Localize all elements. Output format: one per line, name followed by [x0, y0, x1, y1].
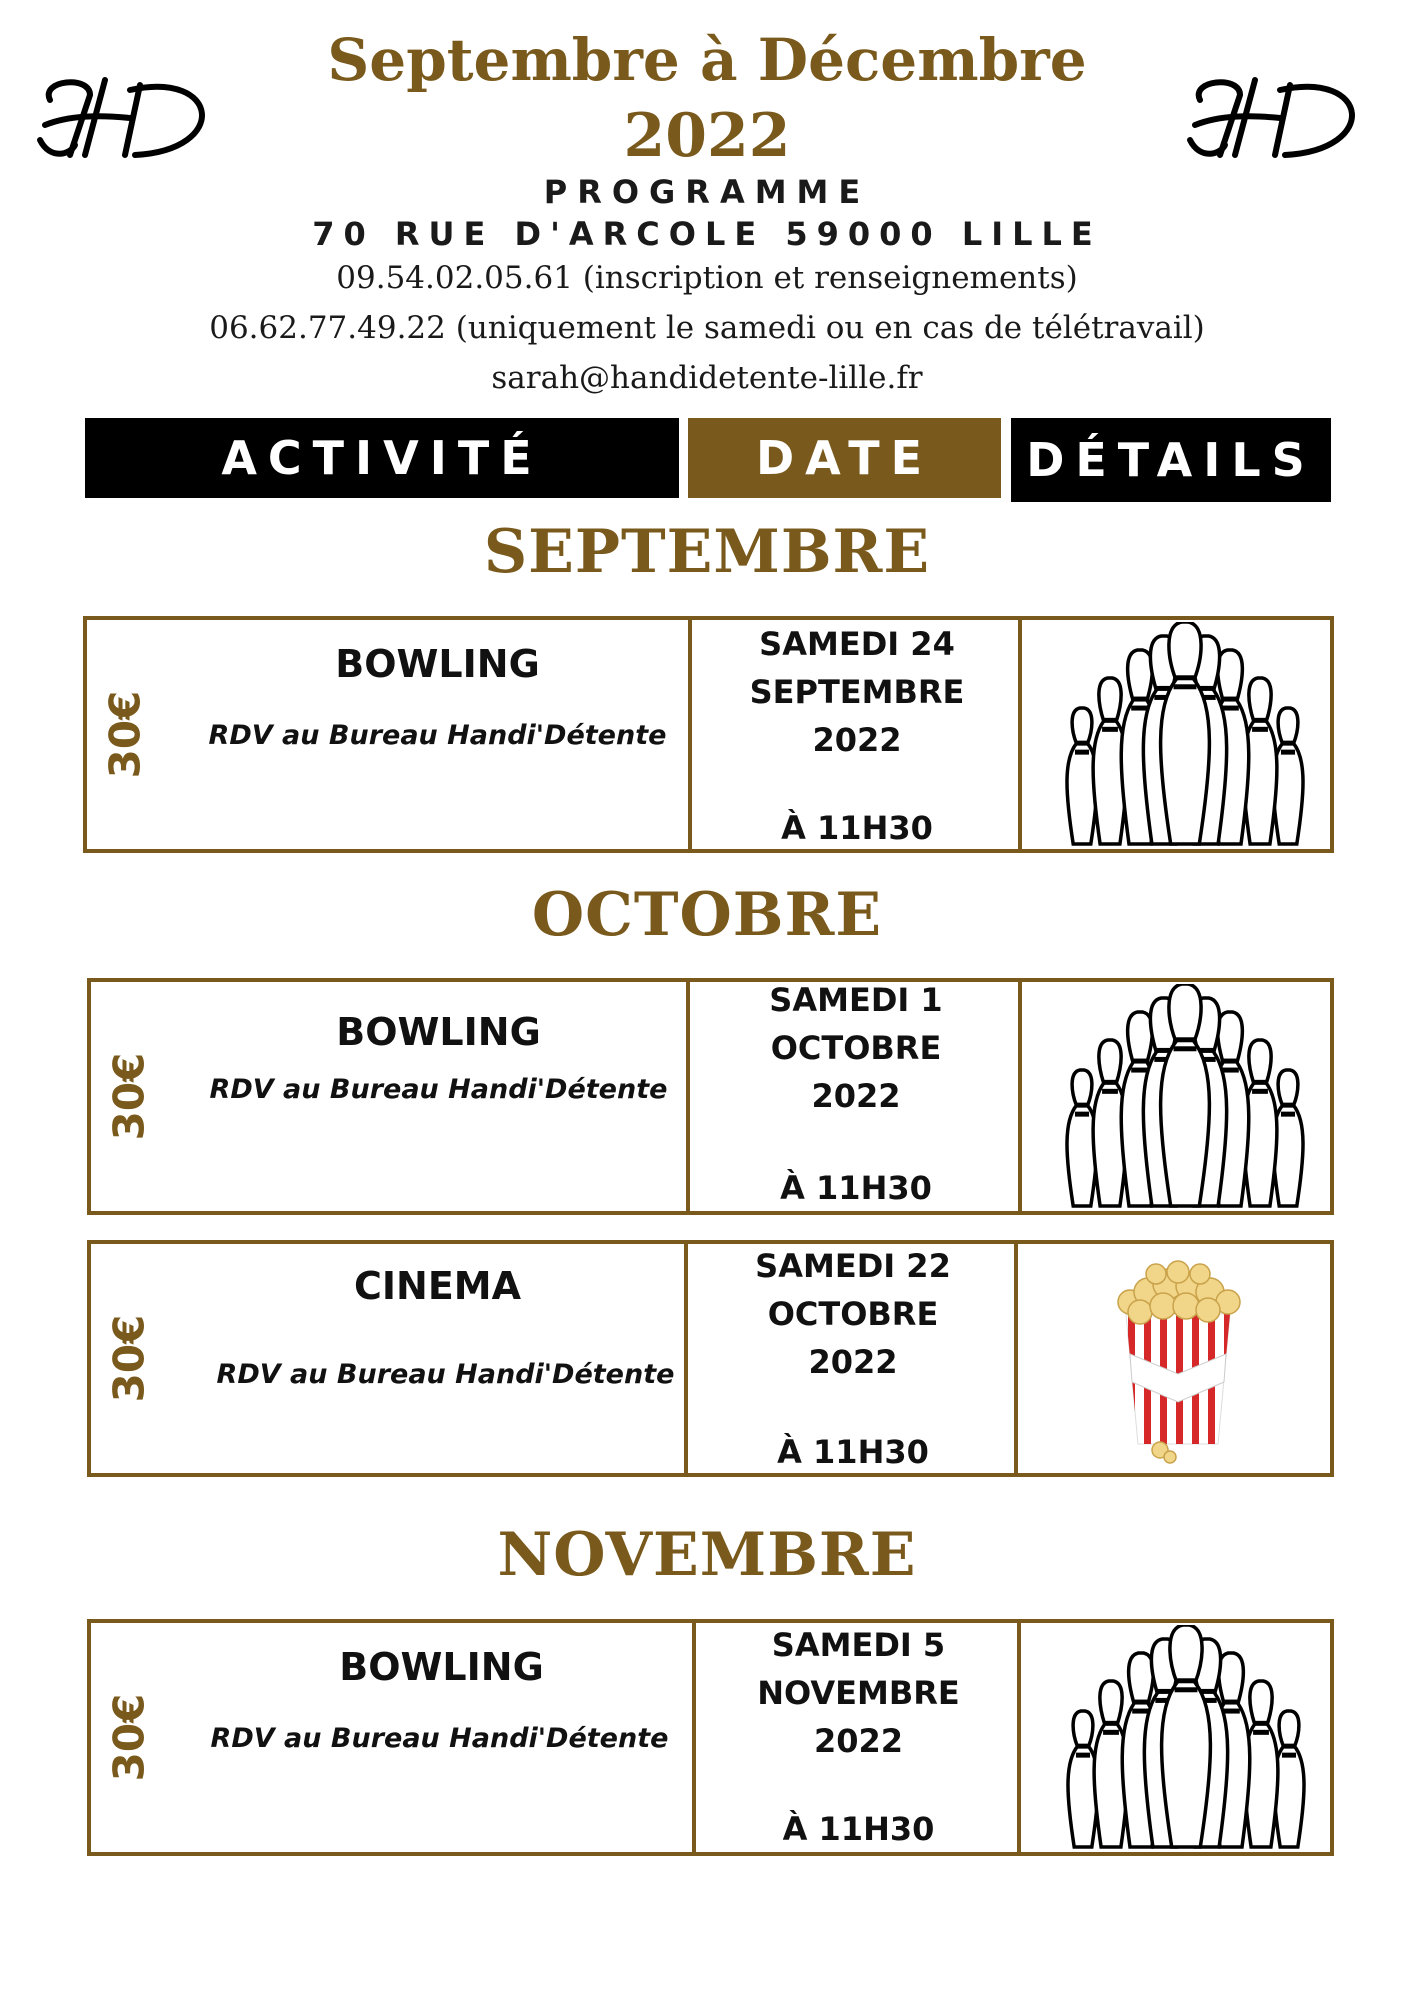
email-address[interactable]: sarah@handidetente-lille.fr — [491, 360, 923, 396]
event-row — [87, 1619, 1334, 1856]
activity-cell — [87, 620, 688, 849]
event-row — [83, 616, 1334, 853]
bowling-pin-stripe — [1132, 1700, 1150, 1705]
bowling-pin-stripe — [1102, 727, 1118, 732]
date-cell — [692, 1623, 1021, 1852]
bowling-pin-stripe — [1075, 750, 1089, 755]
details-cell — [1014, 1244, 1330, 1473]
bowling-pin — [1162, 1625, 1211, 1847]
bowling-pin-stripe — [1221, 1059, 1239, 1064]
price-label: 30€ — [104, 1693, 154, 1782]
date-year: 2022 — [808, 1343, 898, 1381]
date-month: NOVEMBRE — [757, 1674, 960, 1712]
column-header-details: DÉTAILS — [1011, 418, 1331, 502]
bowling-pin-stripe — [1102, 1089, 1118, 1094]
date-day: SAMEDI 22 — [755, 1247, 951, 1285]
bowling-pins-icon — [1060, 622, 1310, 848]
date-month: OCTOBRE — [767, 1295, 939, 1333]
price-label: 30€ — [104, 1314, 154, 1403]
date-day: SAMEDI 24 — [759, 625, 955, 663]
bowling-pin-stripe — [1281, 750, 1295, 755]
event-row — [87, 978, 1334, 1215]
meeting-point: RDV au Bureau Handi'Détente — [208, 720, 667, 751]
bowling-pin-stripe — [1253, 1730, 1269, 1735]
bowling-pin-stripe — [1282, 1753, 1296, 1758]
activity-name: CINEMA — [353, 1264, 521, 1308]
date-day: SAMEDI 1 — [769, 981, 943, 1019]
address: 70 RUE D'ARCOLE 59000 LILLE — [312, 215, 1102, 253]
price-label: 30€ — [100, 690, 150, 779]
date-cell — [684, 1244, 1018, 1473]
bowling-pin-stripe — [1102, 1080, 1118, 1085]
activity-name: BOWLING — [335, 642, 540, 686]
bowling-pin-stripe — [1131, 697, 1149, 702]
bowling-pin-stripe — [1076, 1744, 1090, 1749]
bowling-pin-stripe — [1252, 727, 1268, 732]
bowling-pin-stripe — [1075, 1112, 1089, 1117]
event-row — [87, 1240, 1334, 1477]
activity-cell — [91, 1244, 684, 1473]
event-time: À 11H30 — [780, 1169, 932, 1207]
meeting-point: RDV au Bureau Handi'Détente — [210, 1723, 669, 1754]
bowling-pin-stripe — [1281, 1103, 1295, 1108]
bowling-pin-stripe — [1221, 697, 1239, 702]
bowling-pin-stripe — [1103, 1721, 1119, 1726]
date-year: 2022 — [813, 1722, 904, 1760]
bowling-pin-stripe — [1253, 1721, 1269, 1726]
column-header-activity: ACTIVITÉ — [85, 418, 679, 498]
bowling-pin-stripe — [1103, 1730, 1119, 1735]
column-header-date: DATE — [688, 418, 1001, 498]
bowling-pin-stripe — [1174, 1037, 1197, 1042]
bowling-pins-icon — [1061, 1625, 1311, 1851]
activity-name: BOWLING — [339, 1645, 544, 1689]
date-month: OCTOBRE — [770, 1029, 942, 1067]
bowling-pin-stripe — [1075, 1103, 1089, 1108]
phone-primary: 09.54.02.05.61 (inscription et renseignements) — [336, 260, 1078, 296]
meeting-point: RDV au Bureau Handi'Détente — [216, 1359, 675, 1390]
month-heading: SEPTEMBRE — [483, 517, 931, 587]
programme-label: PROGRAMME — [543, 173, 871, 211]
page-title: Septembre à Décembre — [327, 26, 1087, 94]
details-cell — [1018, 982, 1330, 1211]
bowling-pin-stripe — [1175, 1678, 1198, 1683]
details-cell — [1017, 1623, 1330, 1852]
bowling-pin-stripe — [1281, 1112, 1295, 1117]
bowling-pin-stripe — [1252, 1089, 1268, 1094]
month-heading: OCTOBRE — [531, 880, 883, 950]
bowling-pin-stripe — [1102, 718, 1118, 723]
bowling-pin-stripe — [1174, 1046, 1197, 1051]
bowling-pin-stripe — [1131, 1059, 1149, 1064]
meeting-point: RDV au Bureau Handi'Détente — [209, 1074, 668, 1105]
details-cell — [1018, 620, 1330, 849]
bowling-pin-stripe — [1252, 718, 1268, 723]
popcorn-icon — [1108, 1254, 1248, 1464]
activity-name: BOWLING — [336, 1010, 541, 1054]
bowling-pin-stripe — [1174, 684, 1197, 689]
date-cell — [688, 620, 1022, 849]
price-label: 30€ — [104, 1052, 154, 1141]
bowling-pin-stripe — [1175, 1687, 1198, 1692]
date-cell — [686, 982, 1022, 1211]
activity-cell — [91, 1623, 692, 1852]
bowling-pin-stripe — [1222, 1700, 1240, 1705]
event-time: À 11H30 — [777, 1433, 929, 1471]
date-year: 2022 — [811, 1077, 901, 1115]
page-title-year: 2022 — [623, 101, 791, 171]
bowling-pin-stripe — [1174, 675, 1197, 680]
bowling-pin-stripe — [1252, 1080, 1268, 1085]
date-day: SAMEDI 5 — [771, 1626, 946, 1664]
date-year: 2022 — [812, 721, 902, 759]
event-time: À 11H30 — [781, 809, 933, 847]
bowling-pin — [1161, 622, 1210, 844]
bowling-pin-stripe — [1281, 741, 1295, 746]
activity-cell — [91, 982, 686, 1211]
phone-secondary: 06.62.77.49.22 (uniquement le samedi ou en cas de télétravail) — [209, 310, 1205, 346]
bowling-pin-stripe — [1076, 1753, 1090, 1758]
bowling-pin-stripe — [1282, 1744, 1296, 1749]
event-time: À 11H30 — [782, 1810, 935, 1848]
bowling-pin — [1161, 984, 1210, 1206]
date-month: SEPTEMBRE — [749, 673, 965, 711]
bowling-pins-icon — [1060, 984, 1310, 1210]
month-heading: NOVEMBRE — [497, 1520, 917, 1590]
bowling-pin-stripe — [1075, 741, 1089, 746]
